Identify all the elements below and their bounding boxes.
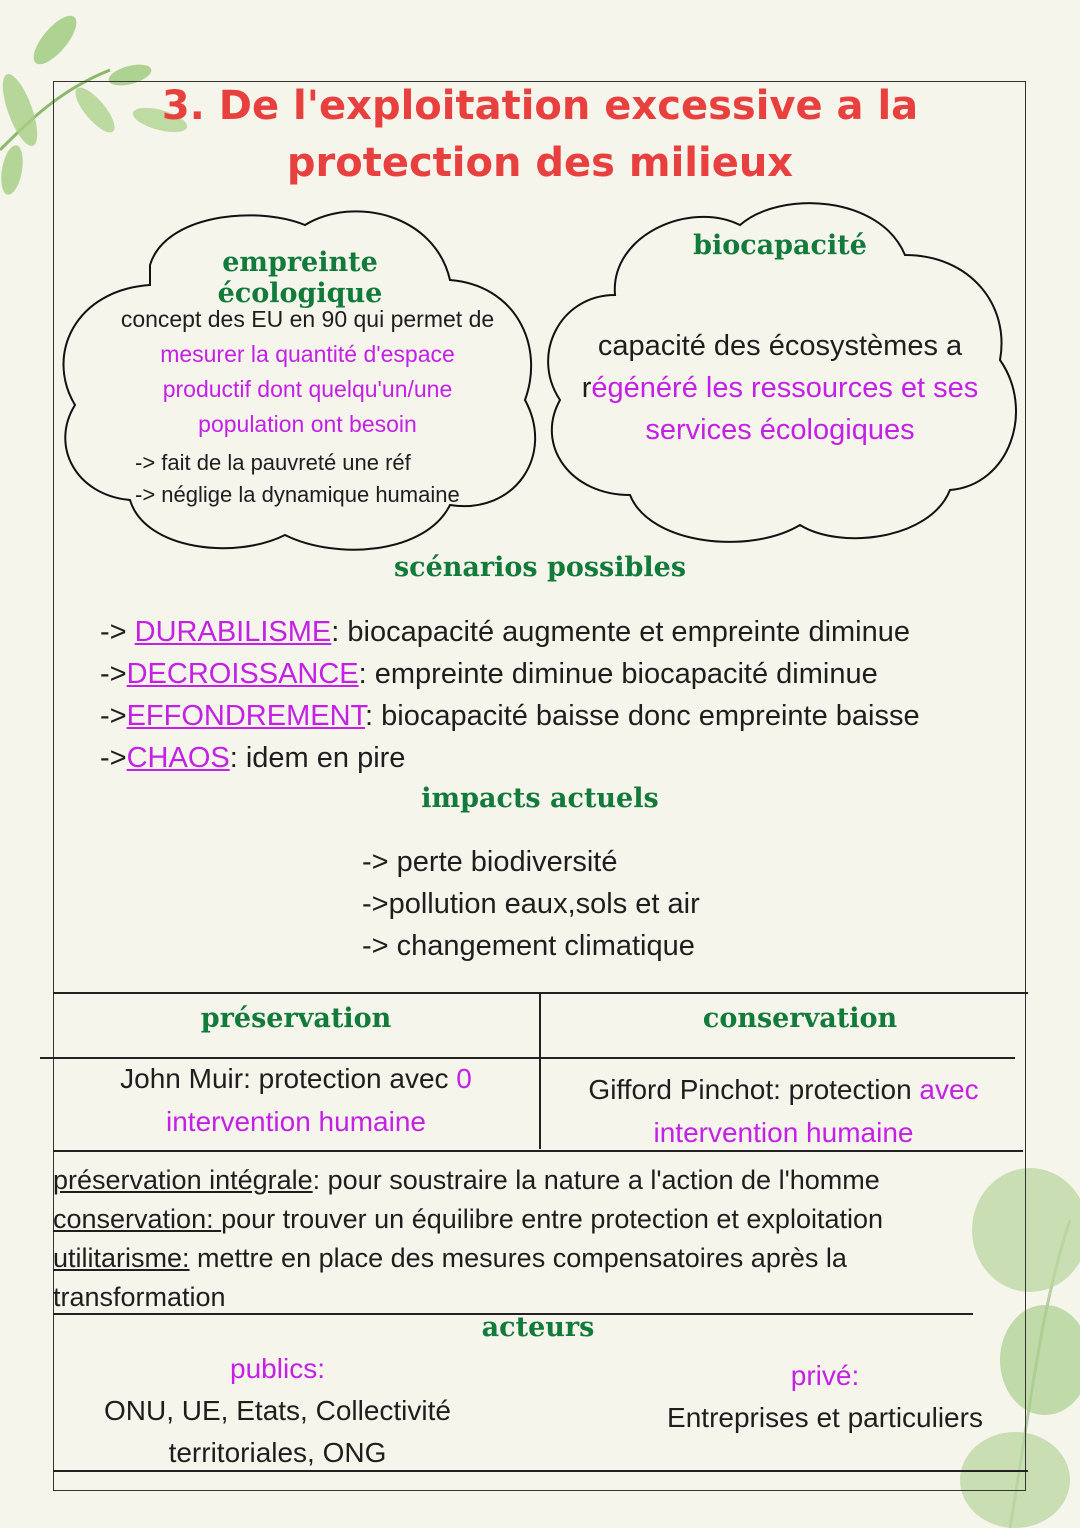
cloud-right-line-2: régénéré les ressources et ses: [581, 372, 979, 404]
cloud-left-note-1: -> fait de la pauvreté une réf: [135, 450, 411, 475]
impacts-heading: impacts actuels: [421, 783, 659, 814]
cloud-left-highlight-2: productif dont quelqu'un/une: [162, 376, 453, 402]
cloud-left-intro: concept des EU en 90 qui permet de: [120, 306, 495, 332]
preservation-cell: John Muir: protection avec 0 intervention humaine: [120, 1063, 472, 1137]
conservation-heading: conservation: [702, 1003, 898, 1034]
cloud-right-heading: biocapacité: [693, 230, 867, 261]
cloud-right-line-1: capacité des écosystèmes a: [597, 330, 963, 362]
actors-private: [600, 1355, 1050, 1439]
cloud-left-highlight-3: population ont besoin: [198, 411, 417, 437]
scenario-item: ->CHAOS: idem en pire: [100, 742, 406, 774]
page-title: [100, 78, 980, 192]
cloud-left-highlight-1: mesurer la quantité d'espace: [160, 341, 455, 367]
scenario-item: ->DECROISSANCE: empreinte diminue biocapacité diminue: [100, 658, 878, 690]
cloud-right-line-3: services écologiques: [645, 414, 915, 446]
definition-item: préservation intégrale: pour soustraire la nature a l'action de l'homme: [53, 1165, 880, 1195]
actors-private-line-1: Entreprises et particuliers: [667, 1402, 983, 1433]
actors-public-label: publics:: [230, 1353, 325, 1384]
actors-heading: acteurs: [481, 1312, 595, 1343]
title-line-1: 3. De l'exploitation excessive a la: [161, 83, 919, 129]
impact-item: ->pollution eaux,sols et air: [362, 888, 700, 920]
actors-private-label: privé:: [790, 1360, 860, 1391]
definition-item: transformation: [53, 1282, 226, 1312]
definition-item: conservation: pour trouver un équilibre entre protection et exploitation: [53, 1204, 884, 1234]
scenario-item: -> DURABILISME: biocapacité augmente et empreinte diminue: [100, 616, 911, 648]
cloud-left-body: [100, 302, 515, 442]
cloud-left-heading: empreinte écologique: [217, 247, 383, 309]
actors-public-line-1: ONU, UE, Etats, Collectivité: [104, 1395, 451, 1426]
actors-bottom-rule: [53, 1470, 1028, 1472]
actors-public: [60, 1348, 495, 1474]
definition-item: utilitarisme: mettre en place des mesures compensatoires après la: [53, 1243, 847, 1273]
actors-public-line-2: territoriales, ONG: [168, 1437, 387, 1468]
cloud-right-body: [560, 325, 1000, 451]
impact-item: -> perte biodiversité: [362, 846, 618, 878]
scenario-item: ->EFFONDREMENT: biocapacité baisse donc empreinte baisse: [100, 700, 920, 732]
conservation-cell: Gifford Pinchot: protection avec intervention humaine: [588, 1074, 979, 1148]
cloud-left-note-2: -> néglige la dynamique humaine: [135, 482, 460, 507]
impact-item: -> changement climatique: [362, 930, 695, 962]
title-line-2: protection des milieux: [286, 140, 794, 186]
preservation-heading: préservation: [200, 1003, 392, 1034]
scenarios-heading: scénarios possibles: [393, 552, 687, 583]
